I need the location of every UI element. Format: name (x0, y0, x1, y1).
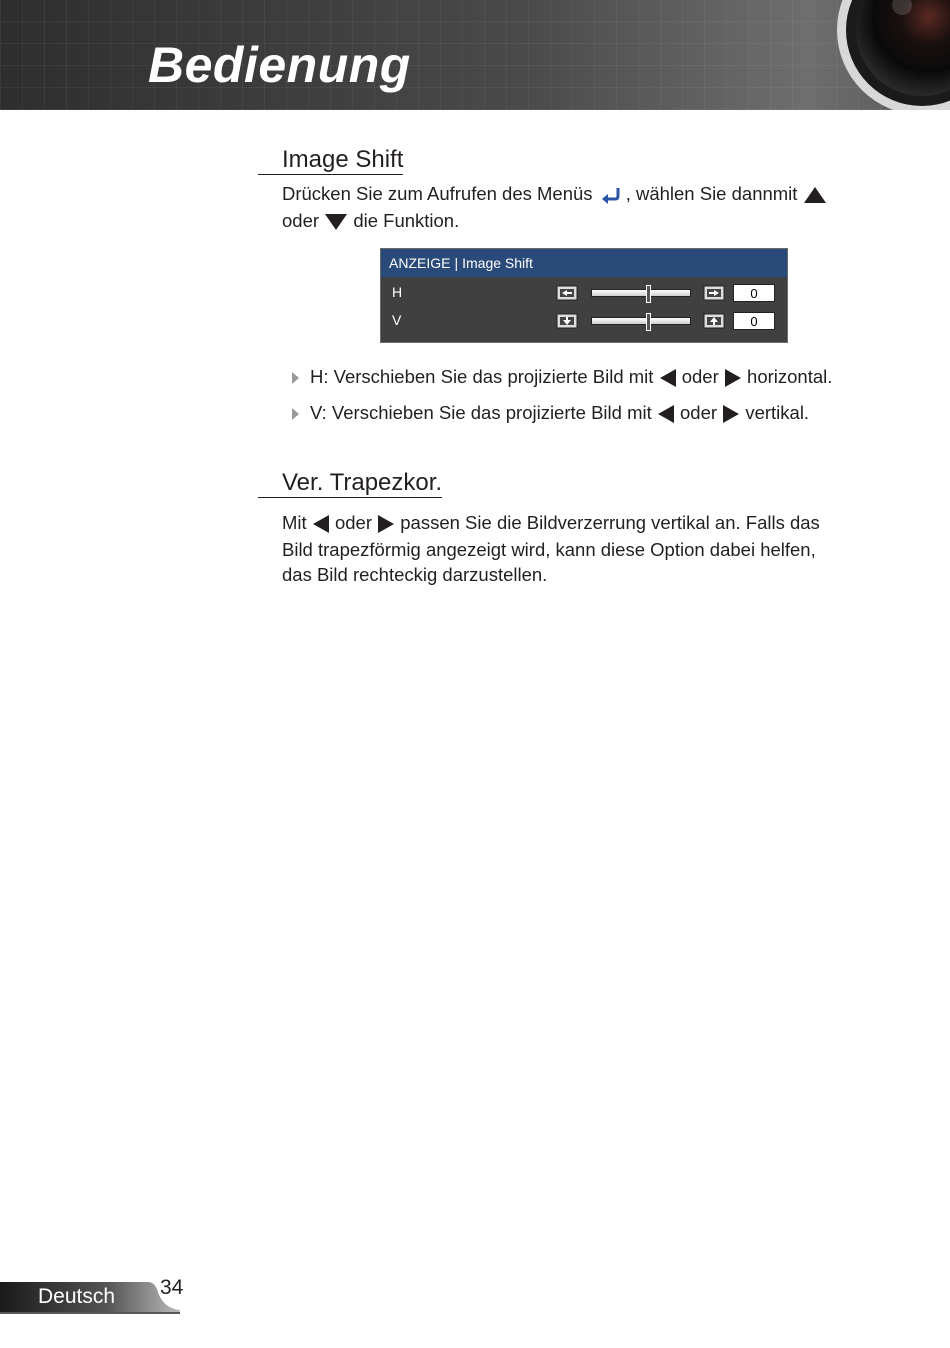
bullet-h-mid: oder (681, 366, 719, 387)
shift-down-icon (556, 313, 578, 329)
header-banner (0, 0, 950, 110)
right-arrow-icon (377, 514, 395, 534)
osd-row-label: H (392, 284, 403, 300)
osd-submenu-name: Image Shift (462, 255, 533, 271)
slider-track-v[interactable] (591, 317, 691, 325)
down-arrow-icon (324, 213, 348, 231)
page-number: 34 (160, 1276, 184, 1299)
bullet-h-suffix: horizontal. (747, 366, 833, 387)
osd-separator: | (454, 255, 459, 271)
bullet-v-prefix: V: Verschieben Sie das projizierte Bild mit (310, 402, 652, 423)
lens-graphic (822, 0, 950, 110)
right-arrow-icon (722, 404, 740, 424)
shift-left-icon (556, 285, 578, 301)
image-shift-intro-line2 (282, 208, 459, 234)
trapez-text-c: passen Sie die Bildverzerrung vertikal an. Falls das (400, 512, 820, 533)
intro-text-3: oder (282, 210, 320, 231)
up-arrow-icon (803, 186, 827, 204)
trapez-line2: Bild trapezförmig angezeigt wird, kann diese Option dabei helfen, (282, 539, 816, 560)
trapez-line1 (282, 510, 820, 536)
bullet-icon (290, 371, 300, 385)
osd-row-label: V (392, 312, 402, 328)
osd-row-h[interactable] (381, 279, 787, 307)
slider-knob-v[interactable] (646, 313, 651, 331)
section-heading-image-shift: Image Shift (258, 146, 403, 175)
right-arrow-icon (724, 368, 742, 388)
osd-title-bar (381, 249, 787, 277)
left-arrow-icon (312, 514, 330, 534)
footer-language: Deutsch (38, 1285, 116, 1308)
trapez-line3: das Bild rechteckig darzustellen. (282, 564, 548, 585)
page-title: Bedienung (148, 37, 411, 93)
left-arrow-icon (657, 404, 675, 424)
bullet-icon (290, 407, 300, 421)
intro-text-2: , wählen Sie dannmit (625, 183, 798, 204)
bullet-h (290, 365, 832, 389)
bullet-v (290, 401, 809, 425)
left-arrow-icon (659, 368, 677, 388)
enter-icon (598, 185, 626, 205)
footer (0, 1278, 200, 1318)
slider-knob-h[interactable] (646, 285, 651, 303)
image-shift-intro-line1 (282, 181, 827, 207)
osd-menu-name: ANZEIGE (389, 255, 451, 271)
trapez-text-b: oder (334, 512, 372, 533)
osd-menu-image-shift (380, 248, 788, 343)
shift-up-icon (703, 313, 725, 329)
osd-value-v[interactable]: 0 (733, 312, 775, 330)
slider-track-h[interactable] (591, 289, 691, 297)
shift-right-icon (703, 285, 725, 301)
bullet-v-mid: oder (680, 402, 718, 423)
intro-text-4: die Funktion. (353, 210, 460, 231)
bullet-h-prefix: H: Verschieben Sie das projizierte Bild mit (310, 366, 654, 387)
osd-value-h[interactable]: 0 (733, 284, 775, 302)
intro-text-1: Drücken Sie zum Aufrufen des Menüs (282, 183, 593, 204)
osd-row-v[interactable] (381, 307, 787, 335)
section-heading-trapez: Ver. Trapezkor. (258, 469, 442, 498)
trapez-text-a: Mit (282, 512, 307, 533)
bullet-v-suffix: vertikal. (745, 402, 810, 423)
